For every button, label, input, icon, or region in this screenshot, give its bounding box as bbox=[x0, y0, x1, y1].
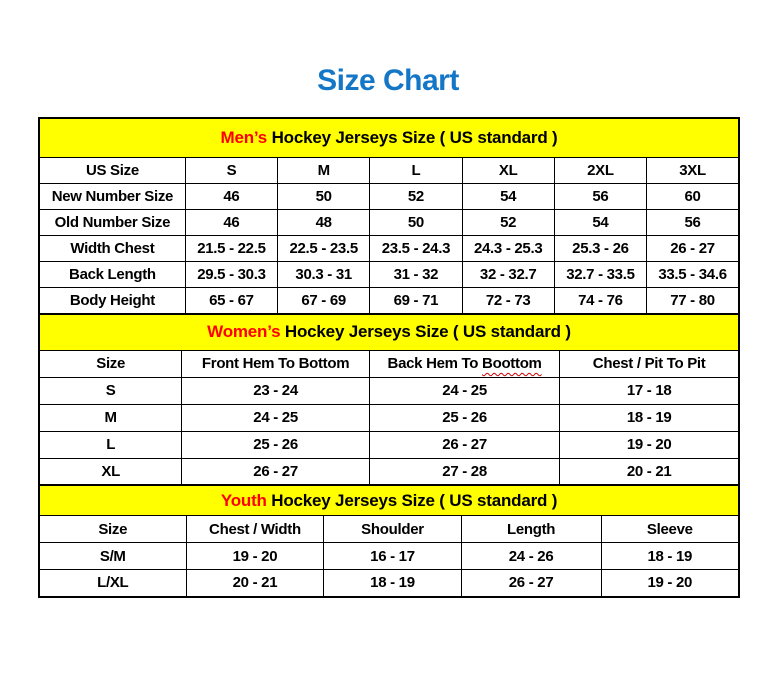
size-value: 50 bbox=[370, 210, 462, 236]
table-row bbox=[39, 543, 739, 570]
column-header: Size bbox=[39, 516, 186, 543]
size-value: 56 bbox=[554, 184, 646, 210]
row-label: L bbox=[39, 431, 182, 458]
size-value: 29.5 - 30.3 bbox=[185, 262, 277, 288]
size-value: 30.3 - 31 bbox=[278, 262, 370, 288]
size-value: 20 - 21 bbox=[186, 570, 324, 597]
row-label: XL bbox=[39, 458, 182, 485]
size-value: 20 - 21 bbox=[560, 458, 739, 485]
column-header: 2XL bbox=[554, 158, 646, 184]
column-header: L bbox=[370, 158, 462, 184]
row-label: Back Length bbox=[39, 262, 185, 288]
section-heading-highlight: Women’s bbox=[207, 322, 281, 341]
size-value: 72 - 73 bbox=[462, 288, 554, 314]
size-value: 19 - 20 bbox=[601, 570, 739, 597]
size-value: 18 - 19 bbox=[601, 543, 739, 570]
misspelled-word: Boottom bbox=[482, 355, 542, 372]
section-heading-highlight: Men’s bbox=[220, 128, 268, 147]
page-title: Size Chart bbox=[317, 64, 459, 97]
column-header: Shoulder bbox=[324, 516, 461, 543]
womens-size-table bbox=[38, 313, 740, 487]
column-header: S bbox=[185, 158, 277, 184]
size-value: 26 - 27 bbox=[182, 458, 370, 485]
size-value: 56 bbox=[647, 210, 739, 236]
table-row bbox=[39, 262, 739, 288]
section-heading-highlight: Youth bbox=[220, 490, 267, 510]
column-header: M bbox=[278, 158, 370, 184]
column-header: Chest / Width bbox=[186, 516, 324, 543]
section-heading-text: Hockey Jerseys Size ( US standard ) bbox=[280, 322, 571, 341]
table-row bbox=[39, 458, 739, 485]
row-label: Body Height bbox=[39, 288, 185, 314]
youth-section-heading bbox=[39, 485, 739, 516]
size-value: 32 - 32.7 bbox=[462, 262, 554, 288]
column-header: Chest / Pit To Pit bbox=[560, 350, 739, 377]
column-header: US Size bbox=[39, 158, 185, 184]
womens-section-heading bbox=[39, 314, 739, 351]
size-value: 24 - 26 bbox=[461, 543, 601, 570]
row-label: M bbox=[39, 404, 182, 431]
size-value: 32.7 - 33.5 bbox=[554, 262, 646, 288]
size-value: 50 bbox=[278, 184, 370, 210]
size-value: 23 - 24 bbox=[182, 377, 370, 404]
row-label: L/XL bbox=[39, 570, 186, 597]
column-header: Length bbox=[461, 516, 601, 543]
column-header: Back Hem To Boottom bbox=[369, 350, 559, 377]
size-value: 21.5 - 22.5 bbox=[185, 236, 277, 262]
size-value: 65 - 67 bbox=[185, 288, 277, 314]
size-value: 19 - 20 bbox=[186, 543, 324, 570]
size-value: 27 - 28 bbox=[369, 458, 559, 485]
size-value: 24.3 - 25.3 bbox=[462, 236, 554, 262]
section-heading-text: Hockey Jerseys Size ( US standard ) bbox=[267, 128, 558, 147]
size-value: 24 - 25 bbox=[369, 377, 559, 404]
size-value: 69 - 71 bbox=[370, 288, 462, 314]
size-value: 31 - 32 bbox=[370, 262, 462, 288]
section-heading-text: Hockey Jerseys Size ( US standard ) bbox=[266, 490, 558, 510]
size-value: 25 - 26 bbox=[369, 404, 559, 431]
size-value: 52 bbox=[462, 210, 554, 236]
mens-size-table bbox=[38, 117, 740, 315]
size-value: 60 bbox=[647, 184, 739, 210]
size-value: 67 - 69 bbox=[278, 288, 370, 314]
table-row bbox=[39, 236, 739, 262]
size-value: 77 - 80 bbox=[647, 288, 739, 314]
size-value: 54 bbox=[554, 210, 646, 236]
row-label: S bbox=[39, 377, 182, 404]
mens-section-heading bbox=[39, 118, 739, 158]
size-value: 25 - 26 bbox=[182, 431, 370, 458]
table-row bbox=[39, 570, 739, 597]
size-value: 23.5 - 24.3 bbox=[370, 236, 462, 262]
row-label: Width Chest bbox=[39, 236, 185, 262]
size-value: 25.3 - 26 bbox=[554, 236, 646, 262]
size-value: 18 - 19 bbox=[324, 570, 461, 597]
size-value: 26 - 27 bbox=[461, 570, 601, 597]
table-row bbox=[39, 377, 739, 404]
table-row bbox=[39, 288, 739, 314]
size-tables-container bbox=[38, 117, 740, 598]
column-header: 3XL bbox=[647, 158, 739, 184]
size-value: 48 bbox=[278, 210, 370, 236]
size-value: 19 - 20 bbox=[560, 431, 739, 458]
size-value: 26 - 27 bbox=[647, 236, 739, 262]
column-header: XL bbox=[462, 158, 554, 184]
size-value: 74 - 76 bbox=[554, 288, 646, 314]
table-row bbox=[39, 184, 739, 210]
row-label: New Number Size bbox=[39, 184, 185, 210]
size-value: 17 - 18 bbox=[560, 377, 739, 404]
size-value: 22.5 - 23.5 bbox=[278, 236, 370, 262]
row-label: S/M bbox=[39, 543, 186, 570]
table-row bbox=[39, 431, 739, 458]
row-label: Old Number Size bbox=[39, 210, 185, 236]
size-value: 26 - 27 bbox=[369, 431, 559, 458]
column-header: Sleeve bbox=[601, 516, 739, 543]
column-header: Front Hem To Bottom bbox=[182, 350, 370, 377]
table-row bbox=[39, 404, 739, 431]
column-header: Size bbox=[39, 350, 182, 377]
size-value: 52 bbox=[370, 184, 462, 210]
size-value: 24 - 25 bbox=[182, 404, 370, 431]
size-value: 18 - 19 bbox=[560, 404, 739, 431]
size-value: 46 bbox=[185, 210, 277, 236]
size-value: 54 bbox=[462, 184, 554, 210]
size-value: 16 - 17 bbox=[324, 543, 461, 570]
size-value: 33.5 - 34.6 bbox=[647, 262, 739, 288]
table-row bbox=[39, 210, 739, 236]
size-value: 46 bbox=[185, 184, 277, 210]
youth-size-table bbox=[38, 484, 740, 598]
